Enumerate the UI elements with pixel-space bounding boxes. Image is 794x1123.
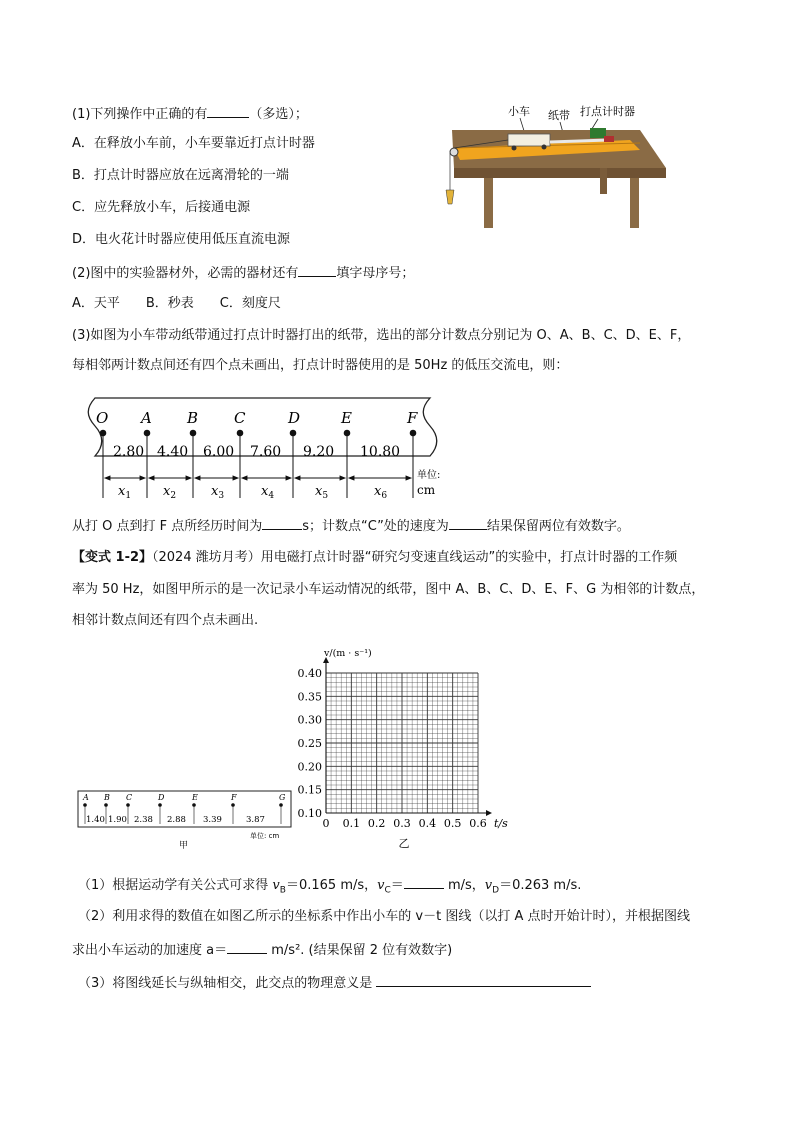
q1-answer-blank[interactable] (207, 103, 249, 118)
tape2-figure (76, 788, 296, 850)
x-tick-label: 0.1 (342, 817, 361, 830)
tape1-value-1: 2.80 (113, 444, 145, 460)
tape1-value-5: 9.20 (303, 444, 335, 460)
x-tick-label: 0.5 (443, 817, 462, 830)
paper-tape (550, 140, 608, 142)
label-tape: 纸带 (548, 109, 570, 122)
q2-answer-blank[interactable] (298, 262, 336, 277)
y-tick-label: 0.40 (297, 667, 322, 680)
tape1-label-a: A (141, 409, 152, 427)
sub2-line2: 求出小车运动的加速度 a＝ m/s². (结果保留 2 位有效数字) (72, 939, 452, 961)
x-tick-label: 0 (322, 817, 330, 830)
apparatus-figure (440, 98, 670, 233)
x-axis-label: t/s (494, 817, 508, 830)
x-tick-label: 0.4 (418, 817, 437, 830)
acceleration-answer-blank[interactable] (227, 939, 267, 954)
q1-option-b: B．打点计时器应放在远离滑轮的一端 (72, 168, 289, 183)
tape1-value-4: 7.60 (250, 444, 282, 460)
tape2-label-c: C (126, 793, 133, 802)
tape1-label-c: C (234, 409, 246, 427)
q3-time-blank[interactable] (262, 515, 302, 530)
tape2-label-d: D (158, 793, 165, 802)
tape1-label-e: E (341, 409, 352, 427)
y-tick-label: 0.15 (297, 783, 322, 797)
hanging-weight (446, 190, 454, 204)
tape2-value-6: 3.87 (246, 815, 265, 825)
tape1-label-b: B (187, 409, 199, 427)
tape1-label-d: D (288, 409, 301, 427)
sub2-line1: （2）利用求得的数值在如图乙所示的坐标系中作出小车的 v－t 图线（以打 A 点时开始计时），并根据图线 (78, 909, 690, 924)
table-leg (630, 178, 639, 228)
tape2-unit: 单位: cm (250, 832, 280, 840)
cart (508, 134, 550, 146)
tape2-value-5: 3.39 (203, 815, 222, 825)
tape2-label-a: A (83, 793, 89, 802)
vt-labels (298, 648, 509, 850)
q1-option-c: C．应先释放小车，后接通电源 (72, 200, 251, 215)
tape2-label-f: F (231, 793, 237, 802)
tape2-value-3: 2.38 (134, 815, 153, 825)
q2-options: A．天平 B．秒表 C．刻度尺 (72, 296, 281, 311)
x-tick-label: 0.2 (367, 817, 386, 830)
timer-device (590, 128, 606, 138)
tape1-x6: $x_6$ (374, 484, 388, 501)
tape1-value-3: 6.00 (203, 444, 235, 460)
label-car: 小车 (508, 105, 530, 118)
q1-option-d: D．电火花计时器应使用低压直流电源 (72, 232, 291, 247)
tape2-value-2: 1.90 (108, 815, 127, 825)
tape1-unit-label: 单位: (417, 470, 441, 481)
x-tick-label: 0.6 (469, 817, 487, 830)
sub3-line: （3）将图线延长与纵轴相交，此交点的物理意义是 (78, 972, 591, 994)
tape1-x1: $x_1$ (118, 484, 132, 501)
sub1-line: （1）根据运动学有关公式可求得 $v_B=0.165$ m/s，$v_C= m/s$，$v_D=0.263$ m/s. (78, 874, 581, 901)
tape1-figure (75, 390, 445, 502)
y-tick-label: 0.25 (297, 737, 322, 750)
y-tick-label: 0.10 (297, 807, 322, 820)
q3-velocity-blank[interactable] (449, 515, 487, 530)
tape1-label-o: O (96, 409, 109, 427)
tape2-label-e: E (192, 793, 198, 802)
tape1-label-f: F (407, 409, 418, 427)
tape2-label-g: G (279, 793, 286, 802)
tape1-x3: $x_3$ (211, 484, 225, 501)
tape1-value-2: 4.40 (157, 444, 189, 460)
tape2-value-4: 2.88 (167, 815, 186, 825)
tape2-label-b: B (104, 793, 110, 802)
x-tick-label: 0.3 (393, 817, 411, 830)
y-axis-label: v/(m · s⁻¹) (324, 648, 372, 659)
variant-tag: 【变式 1-2】 (72, 550, 153, 565)
label-timer: 打点计时器 (580, 105, 635, 118)
tape2-caption: 甲 (179, 841, 189, 850)
vt-graph[interactable] (290, 645, 515, 850)
tape1-x2: $x_2$ (163, 484, 177, 501)
q1-option-a: A．在释放小车前，小车要靠近打点计时器 (72, 136, 315, 151)
graph-caption: 乙 (398, 837, 410, 850)
q1-stem: (1)下列操作中正确的有 （多选）； (72, 103, 308, 125)
pulley (450, 148, 458, 156)
variant-line1: 【变式 1-2】（2024 潍坊月考）用电磁打点计时器“研究匀变速直线运动”的实验中，打点计时器的工作频 (72, 550, 678, 565)
vt-axes (323, 657, 492, 816)
y-tick-label: 0.20 (297, 760, 322, 774)
table-leg (484, 178, 493, 228)
tape1-x5: $x_5$ (315, 484, 329, 501)
q3-line1: (3)如图为小车带动纸带通过打点计时器打出的纸带，选出的部分计数点分别记为 O、A、B、C、D、E、F， (72, 328, 691, 343)
sub3-answer-blank[interactable] (376, 972, 591, 987)
vt-grid (326, 673, 478, 813)
y-tick-label: 0.35 (297, 690, 322, 704)
variant-line3: 相邻计数点间还有四个点未画出. (72, 613, 259, 628)
tape1-value-6: 10.80 (360, 444, 401, 460)
tape2-value-1: 1.40 (86, 815, 105, 825)
x-axis-arrow (486, 810, 492, 816)
tape1-x4: $x_4$ (261, 484, 275, 501)
vc-answer-blank[interactable] (404, 874, 444, 889)
variant-line2: 率为 50 Hz，如图甲所示的是一次记录小车运动情况的纸带，图中 A、B、C、D、E、F、G 为相邻的计数点， (72, 582, 705, 597)
y-tick-label: 0.30 (297, 713, 322, 727)
q2-stem: (2)图中的实验器材外，必需的器材还有 填字母序号； (72, 262, 414, 284)
q3-line2: 每相邻两计数点间还有四个点未画出，打点计时器使用的是 50Hz 的低压交流电，则： (72, 358, 569, 373)
tape1-unit: cm (417, 483, 436, 497)
q3-answer-line: 从打 O 点到打 F 点所经历时间为 s；计数点“C”处的速度为 结果保留两位有效数字。 (72, 515, 630, 537)
